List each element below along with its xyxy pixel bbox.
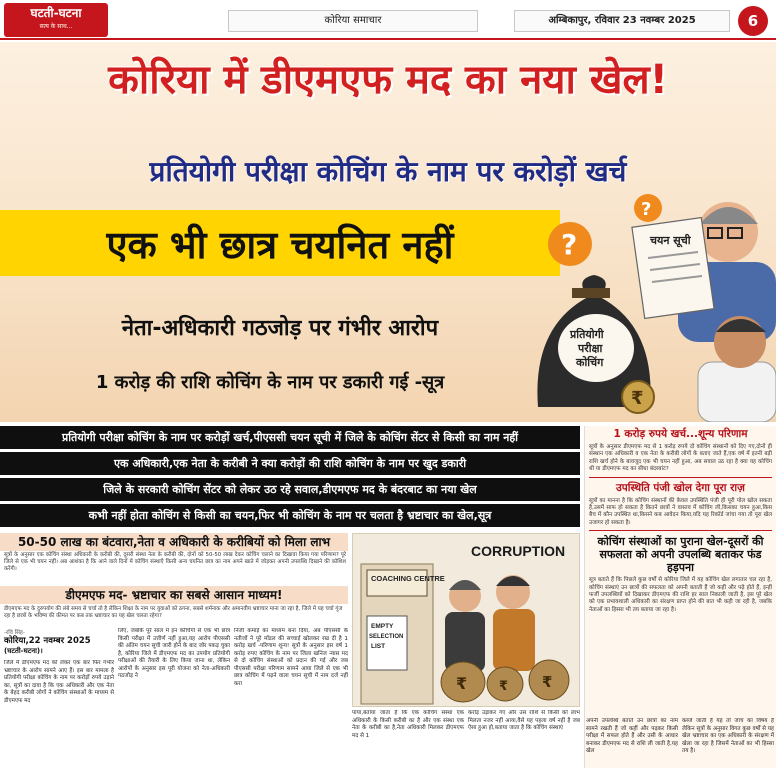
cartoon-title: CORRUPTION (471, 543, 566, 559)
article-column-7: कब्जे जाती है यह तो जांच का विषय है लेकिन सूत्रों के अनुसार विगत कुछ वर्षों से यह खेल भ्रष्टाचार का एक अधिकारी के संरक्षण में खेला जा रहा है जिसमें नेताओं का भी हिस्सा तय है। (682, 718, 774, 754)
amount-line: 1 करोड़ की राशि कोचिंग के नाम पर डकारी गई -सूत्र (95, 372, 445, 393)
story-heading: 50-50 लाख का बंटवारा,नेता व अधिकारी के करीबियों को मिला लाभ (0, 533, 348, 551)
strip-headline-4: कभी नहीं होता कोचिंग से किसी का चयन,फिर भी कोचिंग के नाम पर चलता है भ्रष्टाचार का खेल,सूत्र (0, 504, 580, 527)
story-sub-text: डीएमएफ मद के दुरुपयोग की लंबे समय से चर्चा तो है लेकिन शिक्षा के नाम पर युवाओं को ठगना, सबसे शर्मनाक और अमानवीय भ्रष्टाचार माना जा रहा है, जिले में यह चर्चा गूंज रहा है छात्रों के भविष्य की कीमत पर कब तक भ्रष्टाचार का यह खेल चलता रहेगा? (4, 606, 343, 619)
article-column-4: पाया,बताया जाता है कि एक कोचिंग संस्था एक अधिकारी के किसी करीबी का है और एक संस्था एक नेता के करीबी का है,नेता अधिकारी मिलकर डीएमएफ मद से 1 (352, 710, 464, 739)
official-cartoon-icon (445, 580, 485, 672)
politician-cartoon-icon (493, 575, 535, 671)
highlight-headline: एक भी छात्र चयनित नहीं (106, 223, 454, 267)
strip-headline-2: एक अधिकारी,एक नेता के करीबी ने क्या करोड़ों की राशि कोचिंग के नाम पर खुद डकारी (0, 452, 580, 475)
article-column-3: निजी कमाई का माध्यम बना दिया, अब पीएससी के नतीजों ने पूरे मॉडल की सच्चाई खोलकर रख दी है 1 करोड़ खर्च -परिणाम शून्य! सूत्रों के अनुसार इस वर्ष 1 करोड़ रुपए कोचिंग के नाम पर जिला खनिज न्यास मद से दो कोचिंग संस्थाओं को प्रदान की गई और जब पीएससी परीक्षा परिणाम सामने आया जिले से एक भी छात्र कोचिंग में पढ़ने वाला चयन सूची में नाम दर्ज नहीं करा (234, 628, 348, 687)
sidebar-text-2: सूत्रों का मानना है कि कोचिंग संस्थानों की केवल उपस्थिति पंजी ही पूरी पोल खोल सकता है,उसमें साफ हो सकता है कितने छात्रों ने वास्तव में कोचिंग ली,किसका चयन हुआ,किस बैच में कौन उपस्थित था,किसने कब आवेदन किया,यदि यह रिकॉर्ड जांचा गया तो पूरा खेल उजागर हो सकता है। (589, 497, 772, 526)
byline (0, 628, 112, 656)
story-subheading: डीएमएफ मद- भ्रष्टाचार का सबसे आसान माध्यम! (0, 586, 348, 604)
main-headline: कोरिया में डीएमएफ मद का नया खेल! (108, 57, 668, 103)
headline-illustration (528, 192, 776, 422)
rupee-glyph: ₹ (631, 388, 644, 409)
bag-label-1: प्रतियोगी (570, 328, 604, 341)
sidebar-heading-2: उपस्थिति पंजी खोल देगा पूरा राज़ (616, 481, 745, 494)
divider (589, 530, 772, 531)
dateline: कोरिया,22 नवम्बर 2025 (4, 636, 91, 646)
corruption-cartoon (352, 533, 580, 707)
right-sidebar-column (584, 426, 776, 768)
money-bag-icon-1 (441, 662, 485, 702)
logo-title: घटती-घटना (30, 6, 82, 20)
sidebar-heading-1: 1 करोड़ रुपये खर्च...शून्य परिणाम (613, 428, 748, 440)
headline-banner (0, 42, 776, 422)
question-mark-icon (548, 222, 592, 266)
rupee-coin-icon (622, 381, 654, 413)
question-mark-icon-2 (634, 194, 662, 222)
empty-list-icon (367, 616, 407, 670)
story-intro-text: सूत्रों के अनुसार एक कोचिंग संस्था अधिकारी के करीबी की, दूसरी संस्था नेता के करीबी की, दोनों को 50-50 लाख देकर कोचिंग चलाने का दिखावा किया गया परिणाम? पूरे जिले से एक भी चयन नहीं। अब आशंका है कि आने वाले दिनों में कोचिंग संस्थाएँ किसी अन्य चयनित छात्र का नाम अपने खाते में जोड़कर अपनी उपलब्धि दिखाने की कोशिश करेंगी। (4, 552, 346, 572)
divider (589, 477, 772, 478)
list-label: चयन सूची (650, 234, 691, 247)
article-column-5: करोड़ उड़ाकर गए और उस राशि से किसी को लाभ मिलता नजर नहीं आया,वैसे यह पहला वर्ष नहीं है जब ऐसा हुआ हो,बताया जाता है कि कोचिंग संस्थाएं (468, 710, 580, 731)
masthead (0, 0, 776, 40)
reporter-name: -रवि सिंह- (4, 630, 25, 636)
selection-list-icon (632, 218, 714, 319)
newspaper-logo (4, 3, 108, 37)
sidebar-text-3: सूत्र बताते हैं कि पिछले कुछ वर्षों से कोरिया जिले में यह कोचिंग खेल लगातार चल रहा है, कोचिंग संस्थाएं उन छात्रों की सफलता को अपनी बताती हैं जो कहीं और पढ़े होते हैं, इन्हीं फर्जी उपलब्धियों को दिखाकर डीएमएफ की राशि हर साल निकाली जाती है, इस पूरे खेल को एक प्रभावशाली अधिकारी का संरक्षण प्राप्त होने की बात भी कही जा रही है, जबकि नेताओं का हिस्सा भी तय बताया जा रहा है। (589, 577, 772, 613)
paper-line-1: EMPTY (371, 623, 394, 630)
strip-headline-1: प्रतियोगी परीक्षा कोचिंग के नाम पर करोड़ों खर्च,पीएससी चयन सूची में जिले के कोचिंग सेंटर से किसी का नाम नहीं (0, 426, 580, 449)
bag-label-3: कोचिंग (576, 356, 604, 369)
question-glyph-2: ? (641, 199, 652, 220)
section-label: कोरिया समाचार (228, 10, 478, 32)
strip-headline-3: जिले के सरकारी कोचिंग सेंटर को लेकर उठ रहे सवाल,डीएमएफ मद के बंदरबाट का नया खेल (0, 478, 580, 501)
question-glyph: ? (561, 228, 578, 261)
logo-tagline: सत्य के साथ... (39, 23, 73, 30)
money-bag-icon-2 (487, 667, 523, 701)
sidebar-heading-3: कोचिंग संस्थाओं का पुराना खेल-दूसरों की सफलता को अपनी उपलब्धि बताकर फंड हड़पना (597, 535, 764, 575)
allegation-line: नेता-अधिकारी गठजोड़ पर गंभीर आरोप (121, 316, 439, 341)
page-number: 6 (738, 6, 768, 36)
sidebar-text-1: सूत्रों के अनुसार डीएमएफ मद से 1 करोड़ रुपये दो कोचिंग संस्थानों को दिए गए,दोनों ही संस्थान एक अधिकारी व एक नेता के करीबी लोगों के बताए जाते हैं,एक वर्ष में इतनी बड़ी राशि खर्च होने के बावजूद एक भी चयन नहीं हुआ, अब सवाल उठ रहा है क्या यह कोचिंग थी या डीएमएफ मद का सीधा बंदरबांट? (589, 444, 772, 473)
issue-date: अम्बिकापुर, रविवार 23 नवम्बर 2025 (514, 10, 730, 32)
paper-line-3: LIST (371, 643, 386, 650)
money-bag-icon-3 (529, 660, 569, 700)
article-column-2: लिए, जबकि पूरे साल में इन कोचिंगों से एक भी छात्र किसी परीक्षा में उत्तीर्ण नहीं हुआ,यह आरोप पीएससी की अंतिम चयन सूची जारी होने के बाद जोर पकड़ चुका है, कोरिया जिले में डीएमएफ मद का उपयोग प्रतियोगी परीक्षाओं की तैयारी के लिए किया जाना था, लेकिन आरोपों के अनुसार इस पूरी योजना को नेता-अधिकारी गठजोड़ ने (118, 628, 230, 679)
sub-headline: प्रतियोगी परीक्षा कोचिंग के नाम पर करोड़ों खर्च (149, 155, 627, 188)
cartoon-art (353, 534, 580, 707)
highlight-box (0, 210, 560, 276)
bag-label-2: परीक्षा (578, 342, 603, 355)
article-column-6: अपनी उपलब्धि बताते उन छात्रों का नाम सामने रखती हैं जो कहीं और पढ़कर किसी परीक्षा में सफल होते हैं और उसी के आधार बनाकर डीएमएफ मद से राशि ली जाती है,यह खेल (586, 718, 678, 754)
sign-text: COACHING CENTRE (371, 574, 445, 583)
rupee-glyph-b: ₹ (499, 679, 509, 694)
rupee-glyph-a: ₹ (456, 674, 468, 693)
rupee-glyph-c: ₹ (542, 673, 553, 691)
paper-credit: (घटती-घटना)। (4, 647, 43, 655)
article-column-1: जिले में डीएमएफ मद को लेकर एक बार फिर गंभीर भ्रष्टाचार के आरोप सामने आए हैं। इस बार मामला है प्रतियोगी परीक्षा कोचिंग के नाम पर करोड़ों रुपये उड़ाने का, सूत्रों का दावा है कि एक अधिकारी और एक नेता के बेहद करीबी लोगों ने कोचिंग संस्थाओं के माध्यम से डीएमएफ मद (4, 660, 114, 704)
paper-line-2: SELECTION (369, 634, 404, 640)
